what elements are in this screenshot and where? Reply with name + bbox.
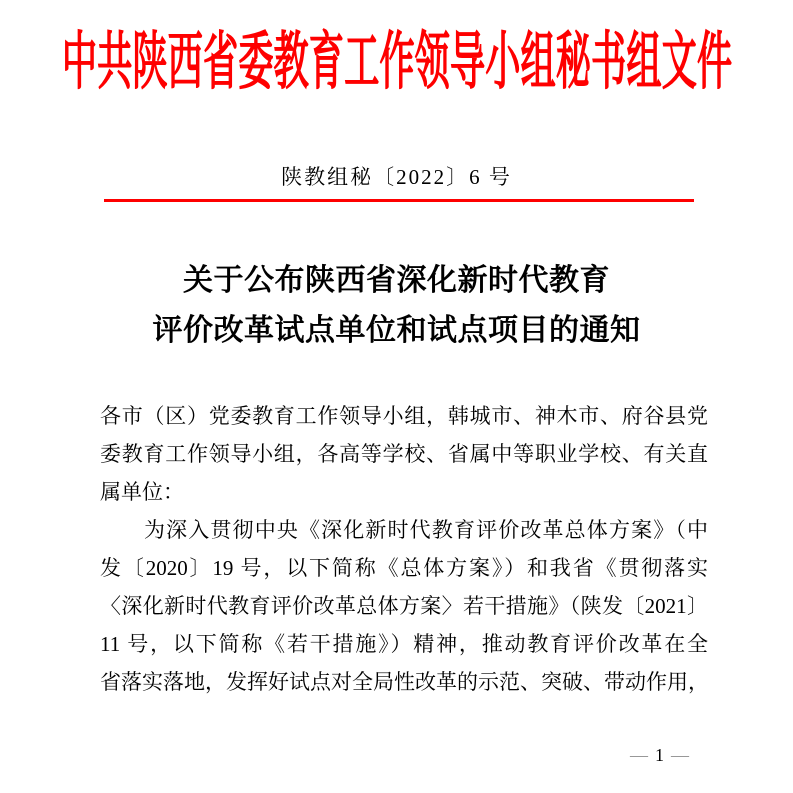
body-paragraph-1-line-1: 各市（区）党委教育工作领导小组，韩城市、神木市、府谷县党 [100, 404, 708, 428]
page-number-dash-right: — [671, 745, 689, 765]
body-paragraph-2-line-3: 〈深化新时代教育评价改革总体方案〉若干措施》（陕发〔2021〕 [100, 594, 708, 618]
page-number [630, 744, 689, 766]
document-title-line-1: 关于公布陕西省深化新时代教育 [183, 264, 610, 297]
document-number: 陕教组秘〔2022〕6 号 [281, 165, 512, 189]
body-paragraph-2-line-5: 省落实落地，发挥好试点对全局性改革的示范、突破、带动作用， [100, 670, 709, 694]
body-paragraph-1-line-2: 委教育工作领导小组，各高等学校、省属中等职业学校、有关直 [100, 442, 708, 466]
document-title-line-2: 评价改革试点单位和试点项目的通知 [152, 314, 641, 347]
body-paragraph-2-line-2: 发〔2020〕19 号，以下简称《总体方案》）和我省《贯彻落实 [100, 556, 708, 580]
body-paragraph-1-line-3: 属单位： [100, 480, 184, 504]
document-title [0, 256, 793, 356]
page-number-dash-left: — [630, 745, 648, 765]
document-header [0, 27, 793, 101]
red-divider-line [104, 199, 694, 202]
body-paragraph-2-line-1: 为深入贯彻中央《深化新时代教育评价改革总体方案》（中 [144, 518, 708, 542]
page-number-value: 1 [655, 745, 664, 765]
header-org-title: 中共陕西省委教育工作领导小组秘书组文件 [61, 27, 732, 97]
document-body [100, 397, 708, 701]
body-paragraph-2-line-4: 11 号，以下简称《若干措施》）精神，推动教育评价改革在全 [100, 632, 708, 656]
